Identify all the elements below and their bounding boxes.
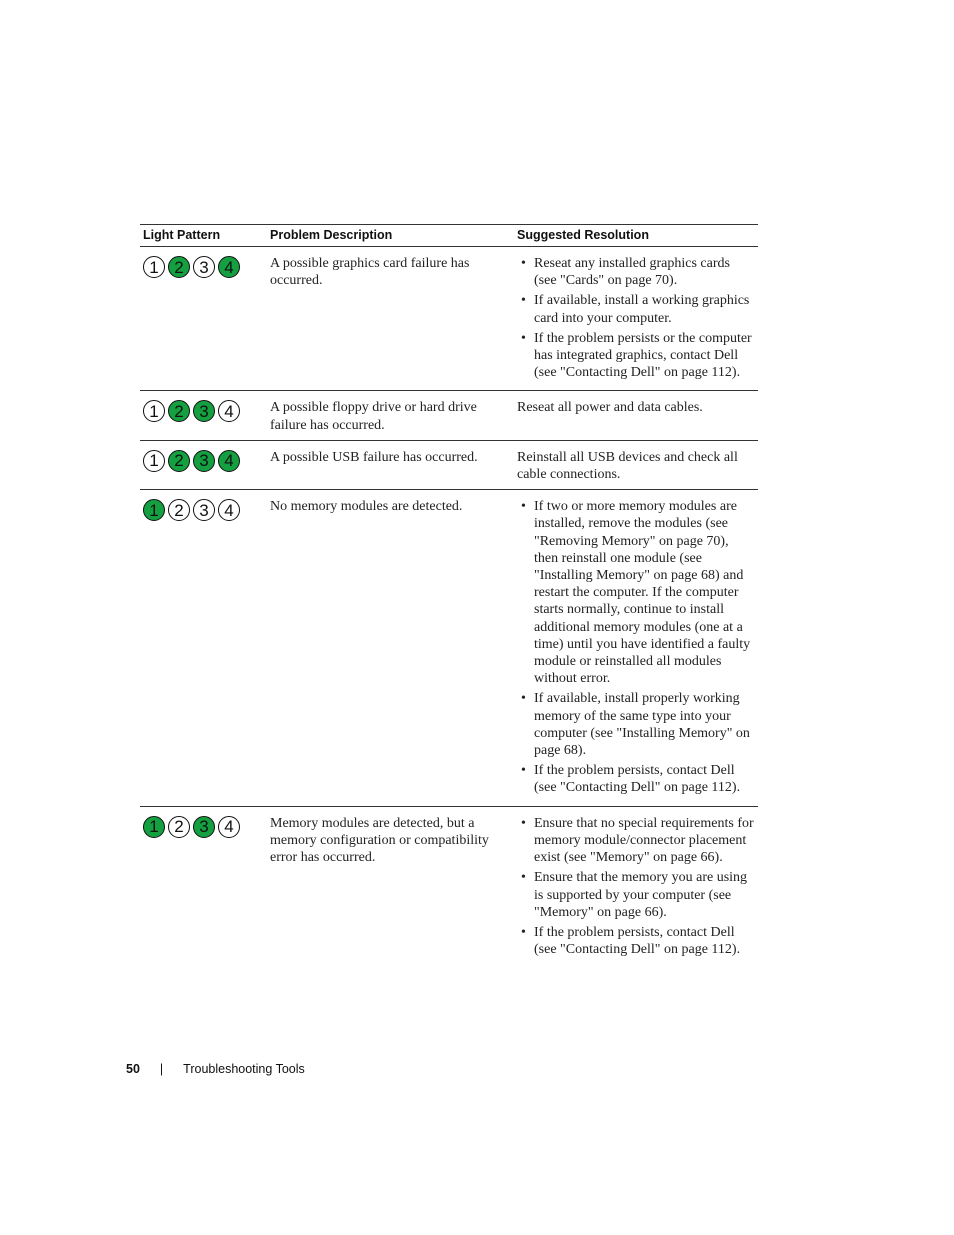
resolution-list [517, 498, 755, 796]
diagnostic-lights [143, 255, 264, 278]
diagnostic-light-2-icon: 2 [168, 450, 190, 472]
diagnostic-light-2-icon: 2 [168, 256, 190, 278]
resolution-item: • If available, install properly working memory of the same type into your computer (see "Installing Memory" on page 68). [517, 690, 755, 759]
suggested-resolution-cell [514, 806, 758, 967]
table-row [140, 440, 758, 489]
diagnostic-light-1-icon: 1 [143, 499, 165, 521]
diagnostic-light-4-icon: 4 [218, 816, 240, 838]
diagnostic-light-1-icon: 1 [143, 816, 165, 838]
resolution-item: • If the problem persists, contact Dell (see "Contacting Dell" on page 112). [517, 762, 755, 796]
suggested-resolution-cell [514, 490, 758, 806]
page-footer [126, 1062, 305, 1076]
suggested-resolution-cell [514, 247, 758, 391]
page-number: 50 [126, 1062, 140, 1076]
problem-description-cell: Memory modules are detected, but a memory configuration or compatibility error has occurred. [270, 815, 489, 866]
table-row [140, 806, 758, 967]
diagnostic-light-4-icon: 4 [218, 450, 240, 472]
suggested-resolution-cell: Reinstall all USB devices and check all cable connections. [514, 440, 758, 489]
resolution-item: • If the problem persists or the computer has integrated graphics, contact Dell (see "Contacting Dell" on page 112). [517, 330, 755, 382]
light-pattern-cell [140, 247, 267, 391]
diagnostic-light-1-icon: 1 [143, 450, 165, 472]
problem-description-cell: A possible floppy drive or hard drive failure has occurred. [267, 391, 514, 440]
diagnostic-light-2-icon: 2 [168, 816, 190, 838]
diagnostic-light-4-icon: 4 [218, 400, 240, 422]
diagnostic-lights [143, 449, 264, 472]
diagnostic-lights [143, 498, 264, 521]
resolution-item: • If available, install a working graphics card into your computer. [517, 292, 755, 326]
header-suggested-resolution: Suggested Resolution [514, 225, 758, 247]
resolution-item: • If the problem persists, contact Dell (see "Contacting Dell" on page 112). [517, 924, 755, 958]
diagnostic-lights [143, 399, 264, 422]
resolution-item: • Ensure that the memory you are using is supported by your computer (see "Memory" on page 66). [517, 869, 755, 921]
light-pattern-cell [140, 440, 267, 489]
problem-description-cell: A possible graphics card failure has occurred. [267, 247, 514, 391]
diagnostic-light-3-icon: 3 [193, 400, 215, 422]
diagnostic-light-3-icon: 3 [193, 816, 215, 838]
light-pattern-cell [140, 490, 267, 806]
light-pattern-cell [140, 806, 267, 967]
table-header-row [140, 225, 758, 247]
diagnostic-lights [143, 815, 264, 838]
problem-description-cell: A possible USB failure has occurred. [267, 440, 514, 489]
diagnostic-light-1-icon: 1 [143, 256, 165, 278]
diagnostic-light-2-icon: 2 [168, 400, 190, 422]
header-problem-description: Problem Description [267, 225, 514, 247]
table-row [140, 391, 758, 440]
diagnostic-light-4-icon: 4 [218, 256, 240, 278]
footer-section-title: Troubleshooting Tools [183, 1062, 305, 1076]
table-row [140, 247, 758, 391]
resolution-list [517, 815, 755, 959]
diagnostic-light-3-icon: 3 [193, 499, 215, 521]
diagnostic-light-3-icon: 3 [193, 256, 215, 278]
resolution-item: • Reseat any installed graphics cards (see "Cards" on page 70). [517, 255, 755, 289]
diagnostic-light-2-icon: 2 [168, 499, 190, 521]
resolution-item: • Ensure that no special requirements for memory module/connector placement exist (see "Memory" on page 66). [517, 815, 755, 867]
problem-description-cell: No memory modules are detected. [267, 490, 514, 806]
header-light-pattern: Light Pattern [140, 225, 267, 247]
resolution-list [517, 255, 755, 381]
table-row [140, 490, 758, 806]
light-pattern-cell [140, 391, 267, 440]
diagnostic-light-1-icon: 1 [143, 400, 165, 422]
diagnostic-lights-table [140, 224, 758, 967]
resolution-item: • If two or more memory modules are installed, remove the modules (see "Removing Memory" on page 70), then reinstall one module (see "Installing Memory" on page 68) and restart the computer. If the computer starts normally, continue to install additional memory modules (one at a time) until you have identified a faulty module or reinstalled all modules without error. [517, 498, 755, 687]
diagnostic-light-3-icon: 3 [193, 450, 215, 472]
suggested-resolution-cell: Reseat all power and data cables. [514, 391, 758, 440]
diagnostic-light-4-icon: 4 [218, 499, 240, 521]
footer-separator: | [159, 1062, 164, 1076]
